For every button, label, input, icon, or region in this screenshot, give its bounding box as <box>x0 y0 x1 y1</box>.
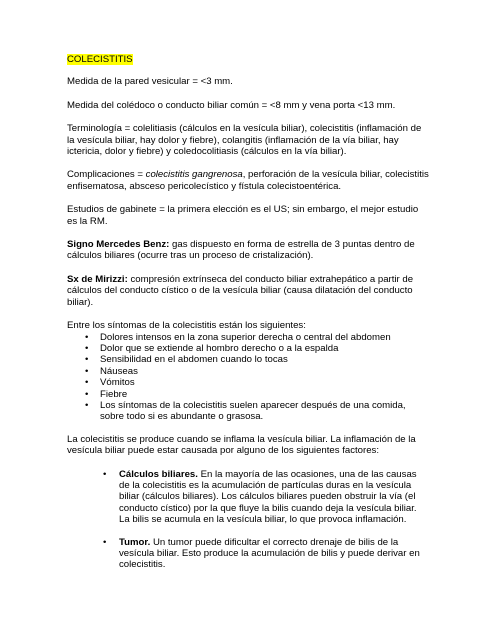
causa-text: Un tumor puede dificultar el correcto drenaje de bilis de la vesícula biliar. Esto produce la acumulación de bilis y puede derivar en colecistitis. <box>119 536 420 571</box>
causa-label: Tumor. <box>119 536 151 548</box>
paragraph-pared: Medida de la pared vesicular = <3 mm. <box>67 76 233 88</box>
list-item: • Los síntomas de la colecistitis suelen aparecer después de una comida, sobre todo si es abundante o grasosa. <box>100 400 429 423</box>
list-item <box>119 537 429 571</box>
sintomas-intro: Entre los síntomas de la colecistitis están los siguientes: <box>67 320 306 332</box>
highlighted-title: COLECISTITIS <box>67 54 133 65</box>
causas-list <box>67 469 429 571</box>
paragraph-mercedes <box>67 239 429 262</box>
complicaciones-italic: colecistitis gangrenosa <box>145 169 243 181</box>
complicaciones-suffix: , perforación de la vesícula biliar, colecistitis enfisematosa, absceso pericolecístico y fístula colecistoentérica. <box>67 169 429 192</box>
mirizzi-label: Sx de Mirizzi: <box>67 273 128 285</box>
paragraph-gabinete: Estudios de gabinete = la primera elección es el US; sin embargo, el mejor estudio es la RM. <box>67 204 419 227</box>
document-title <box>67 54 429 65</box>
mercedes-text: gas dispuesto en forma de estrella de 3 puntas dentro de cálculos biliares (ocurre tras un proceso de cristalización). <box>67 239 415 262</box>
document-body <box>67 54 429 582</box>
list-item: • Fiebre <box>100 389 429 400</box>
mercedes-label: Signo Mercedes Benz: <box>67 239 170 251</box>
causa-label: Cálculos biliares. <box>119 468 198 480</box>
sintomas-list <box>67 332 429 423</box>
causas-intro: La colecistitis se produce cuando se inflama la vesícula biliar. La inflamación de la vesícula biliar puede estar causada por alguno de los siguientes factores: <box>67 433 416 457</box>
list-item: • Sensibilidad en el abdomen cuando lo tocas <box>100 354 429 365</box>
paragraph-mirizzi <box>67 274 429 308</box>
list-item: • Dolores intensos en la zona superior derecha o central del abdomen <box>100 332 429 343</box>
list-item: • Náuseas <box>100 366 429 377</box>
list-item: • Dolor que se extiende al hombro derecho o a la espalda <box>100 343 429 354</box>
list-item <box>119 469 429 526</box>
list-item: • Vómitos <box>100 377 429 388</box>
paragraph-terminologia: Terminología = colelitiasis (cálculos en la vesícula biliar), colecistitis (inflamación de la vesícula biliar, hay dolor y fiebre), colangitis (inflamación de la vía biliar, hay ictericia, dolor y fiebre) y coledocolitiasis (cálculos en la vía biliar). <box>67 123 422 158</box>
complicaciones-prefix: Complicaciones = <box>67 169 146 181</box>
mirizzi-text: compresión extrínseca del conducto biliar extrahepático a partir de cálculos del conducto cístico o de la vesícula biliar (causa dilatación del conducto biliar). <box>67 273 414 308</box>
paragraph-coledoco: Medida del colédoco o conducto biliar común = <8 mm y vena porta <13 mm. <box>67 99 396 111</box>
causa-text: En la mayoría de las ocasiones, una de las causas de la colecistitis es la acumulación de partículas duras en la vesícula biliar (cálculos biliares). Los cálculos biliares pueden obstruir la vía (el conducto cístico) por la que fluye la bilis cuando deja la vesícula biliar. La bilis se acumula en la vesícula biliar, lo que provoca inflamación. <box>119 468 417 526</box>
paragraph-complicaciones <box>67 169 429 192</box>
